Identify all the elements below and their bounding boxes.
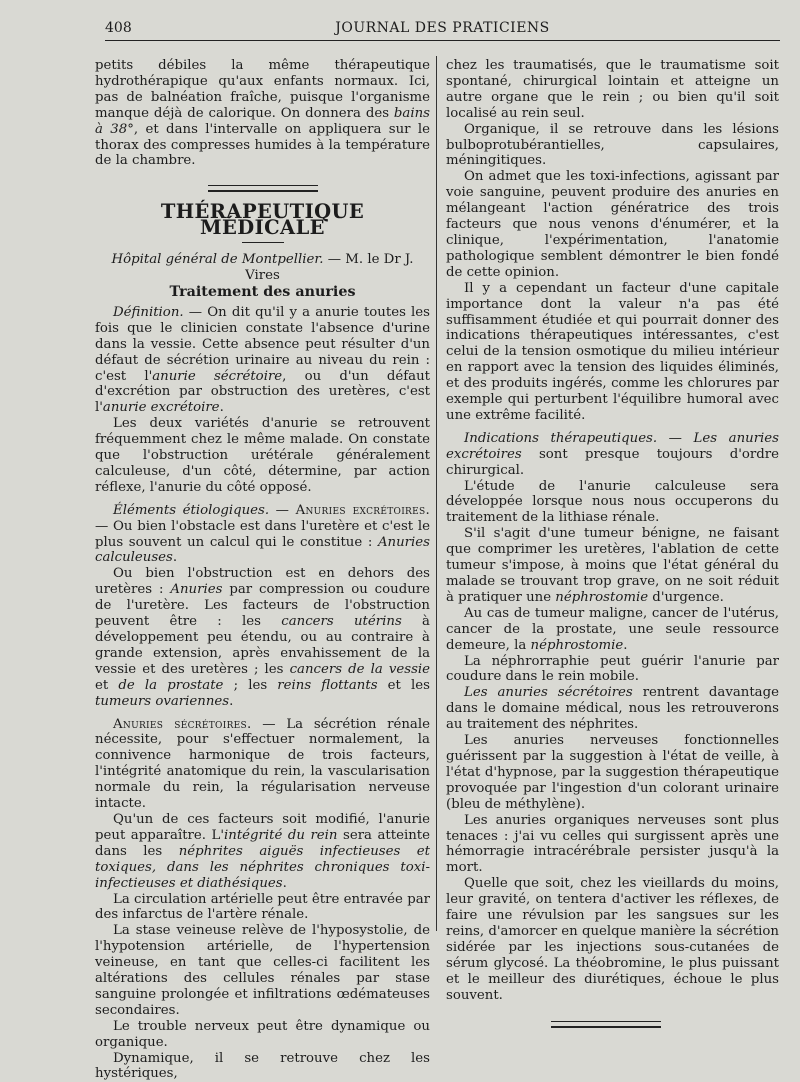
section-separator xyxy=(208,185,318,192)
paragraph-definition: Définition. — On dit qu'il y a anurie toutes les fois que le clinicien constate l'absence d'urine dans la vessie. Cette absence peut résulter d'un défaut de sécrétion urinaire au niveau du rein : c'est l'anurie sécrétoire, ou d'un défaut d'excrétion par obstruction des uretères, c'est l'anurie excrétoire. xyxy=(95,304,430,416)
paragraph: Les anuries nerveuses fonctionnelles guérissent par la suggestion à l'état de veille, à l'état d'hypnose, par la suggestion thérapeutique provoquée par l'ingestion d'un colorant urinaire (bleu de méthylène). xyxy=(446,733,779,812)
paragraph: L'étude de l'anurie calculeuse sera développée lorsque nous nous occuperons du traitement de la lithiase rénale. xyxy=(446,478,779,526)
article-byline: Hôpital général de Montpellier. — M. le Dr J. Vires xyxy=(111,252,414,284)
paragraph: La circulation artérielle peut être entravée par des infarctus de l'artère rénale. xyxy=(95,891,430,923)
paragraph: Quelle que soit, chez les vieillards du moins, leur gravité, on tentera d'activer les réflexes, de faire une révulsion par les sangsues sur les reins, d'amorcer en quelque manière la sécrétion sidérée par les injections sous-cutanées de sérum glycosé. La théobromine, le plus puissant et le meilleur des diurétiques, échoue le plus souvent. xyxy=(446,876,779,1003)
title-underline xyxy=(242,242,284,243)
journal-title: JOURNAL DES PRATICIENS xyxy=(335,20,550,36)
paragraph: La stase veineuse relève de l'hyposystolie, de l'hypotension artérielle, de l'hypertension veineuse, en tant que celles-ci facilitent les altérations des cellules rénales par stase sanguine prolongée et infiltrations œdémateuses secondaires. xyxy=(95,923,430,1018)
paragraph: On admet que les toxi-infections, agissant par voie sanguine, peuvent produire des anuries en mélangeant l'action génératrice des trois facteurs que nous venons d'énumérer, et la clinique, l'expérimentation, l'anatomie pathologique semblent démontrer le bien fondé de cette opinion. xyxy=(446,169,779,280)
paragraph: Les deux variétés d'anurie se retrouvent fréquemment chez le même malade. On constate que l'obstruction urétérale généralement calculeuse, d'un côté, détermine, par action réflexe, l'anurie du côté opposé. xyxy=(95,416,430,495)
paragraph: Le trouble nerveux peut être dynamique ou organique. xyxy=(95,1018,430,1050)
paragraph: Au cas de tumeur maligne, cancer de l'utérus, cancer de la prostate, une seule ressource demeure, la néphrostomie. xyxy=(446,605,779,653)
paragraph-secretory: Anuries sécrétoires. — La sécrétion rénale nécessite, pour s'effectuer normalement, la connivence harmonique de trois facteurs, l'intégrité anatomique du rein, la vascularisation normale du rein, la régularisation nerveuse intacte. xyxy=(95,716,430,812)
paragraph: Les anuries sécrétoires rentrent davantage dans le domaine médical, nous les retrouverons au traitement des néphrites. xyxy=(446,685,779,733)
paragraph: Dynamique, il se retrouve chez les hystériques, xyxy=(95,1050,430,1082)
page-number: 408 xyxy=(105,20,132,36)
paragraph: Les anuries organiques nerveuses sont plus tenaces : j'ai vu celles qui surgissent après une hémorragie intracérébrale persister jusqu'à la mort. xyxy=(446,812,779,876)
end-separator xyxy=(551,1021,661,1028)
right-column xyxy=(446,58,779,1028)
paragraph: Ou bien l'obstruction est en dehors des uretères : Anuries par compression ou coudure de l'uretère. Les facteurs de l'obstruction peuvent être : les cancers utérins à développement peu étendu, ou au contraire à grande extension, après envahissement de la vessie et des uretères ; les cancers de la vessie et de la prostate ; les reins flottants et les tumeurs ovariennes. xyxy=(95,566,431,709)
intro-paragraph: petits débiles la même thérapeutique hydrothérapique qu'aux enfants normaux. Ici, pas de balnéation fraîche, puisque l'organisme manque déjà de calorique. On donnera des bains à 38°, et dans l'intervalle on appliquera sur le thorax des compresses humides à la température de la chambre. xyxy=(95,58,430,169)
paragraph: S'il s'agit d'une tumeur bénigne, ne faisant que comprimer les uretères, l'ablation de cette tumeur s'impose, à moins que l'état général du malade se trouvant trop grave, on ne soit réduit à pratiquer une néphrostomie d'urgence. xyxy=(446,526,779,605)
paragraph-etiology: Éléments étiologiques. — Anuries excrétoires. — Ou bien l'obstacle est dans l'uretère et c'est le plus souvent un calcul qui le constitue : Anuries calculeuses. xyxy=(95,502,430,566)
paragraph: La néphrorraphie peut guérir l'anurie par coudure dans le rein mobile. xyxy=(446,653,779,685)
paragraph: Organique, il se retrouve dans les lésions bulboprotubérantielles, capsulaires, méningitiques. xyxy=(446,121,779,169)
paragraph-indications: Indications thérapeutiques. — Les anuries excrétoires sont presque toujours d'ordre chirurgical. xyxy=(446,430,779,478)
section-title: THÉRAPEUTIQUE MÉDICALE xyxy=(160,200,365,240)
paragraph: Qu'un de ces facteurs soit modifié, l'anurie peut apparaître. L'intégrité du rein sera atteinte dans les néphrites aiguës infectieuses et toxiques, dans les néphrites chroniques toxi-infectieuses et diathésiques. xyxy=(95,811,430,891)
paragraph: Il y a cependant un facteur d'une capitale importance dont la valeur n'a pas été suffisamment étudiée et qui pourrait donner des indications thérapeutiques intéressantes, c'est celui de la tension osmotique du milieu intérieur en rapport avec la tension des liquides éliminés, et des produits ingérés, comme les chlorures par exemple qui perturbent l'équilibre humoral avec une extrême facilité. xyxy=(446,280,779,423)
column-divider xyxy=(436,56,437,931)
page-header xyxy=(105,18,780,41)
article-subtitle: Traitement des anuries xyxy=(169,283,356,300)
left-column xyxy=(95,58,430,1082)
paragraph: chez les traumatisés, que le traumatisme soit spontané, chirurgical lointain et atteigne un autre organe que le rein ; ou bien qu'il soit localisé au rein seul. xyxy=(446,58,779,121)
